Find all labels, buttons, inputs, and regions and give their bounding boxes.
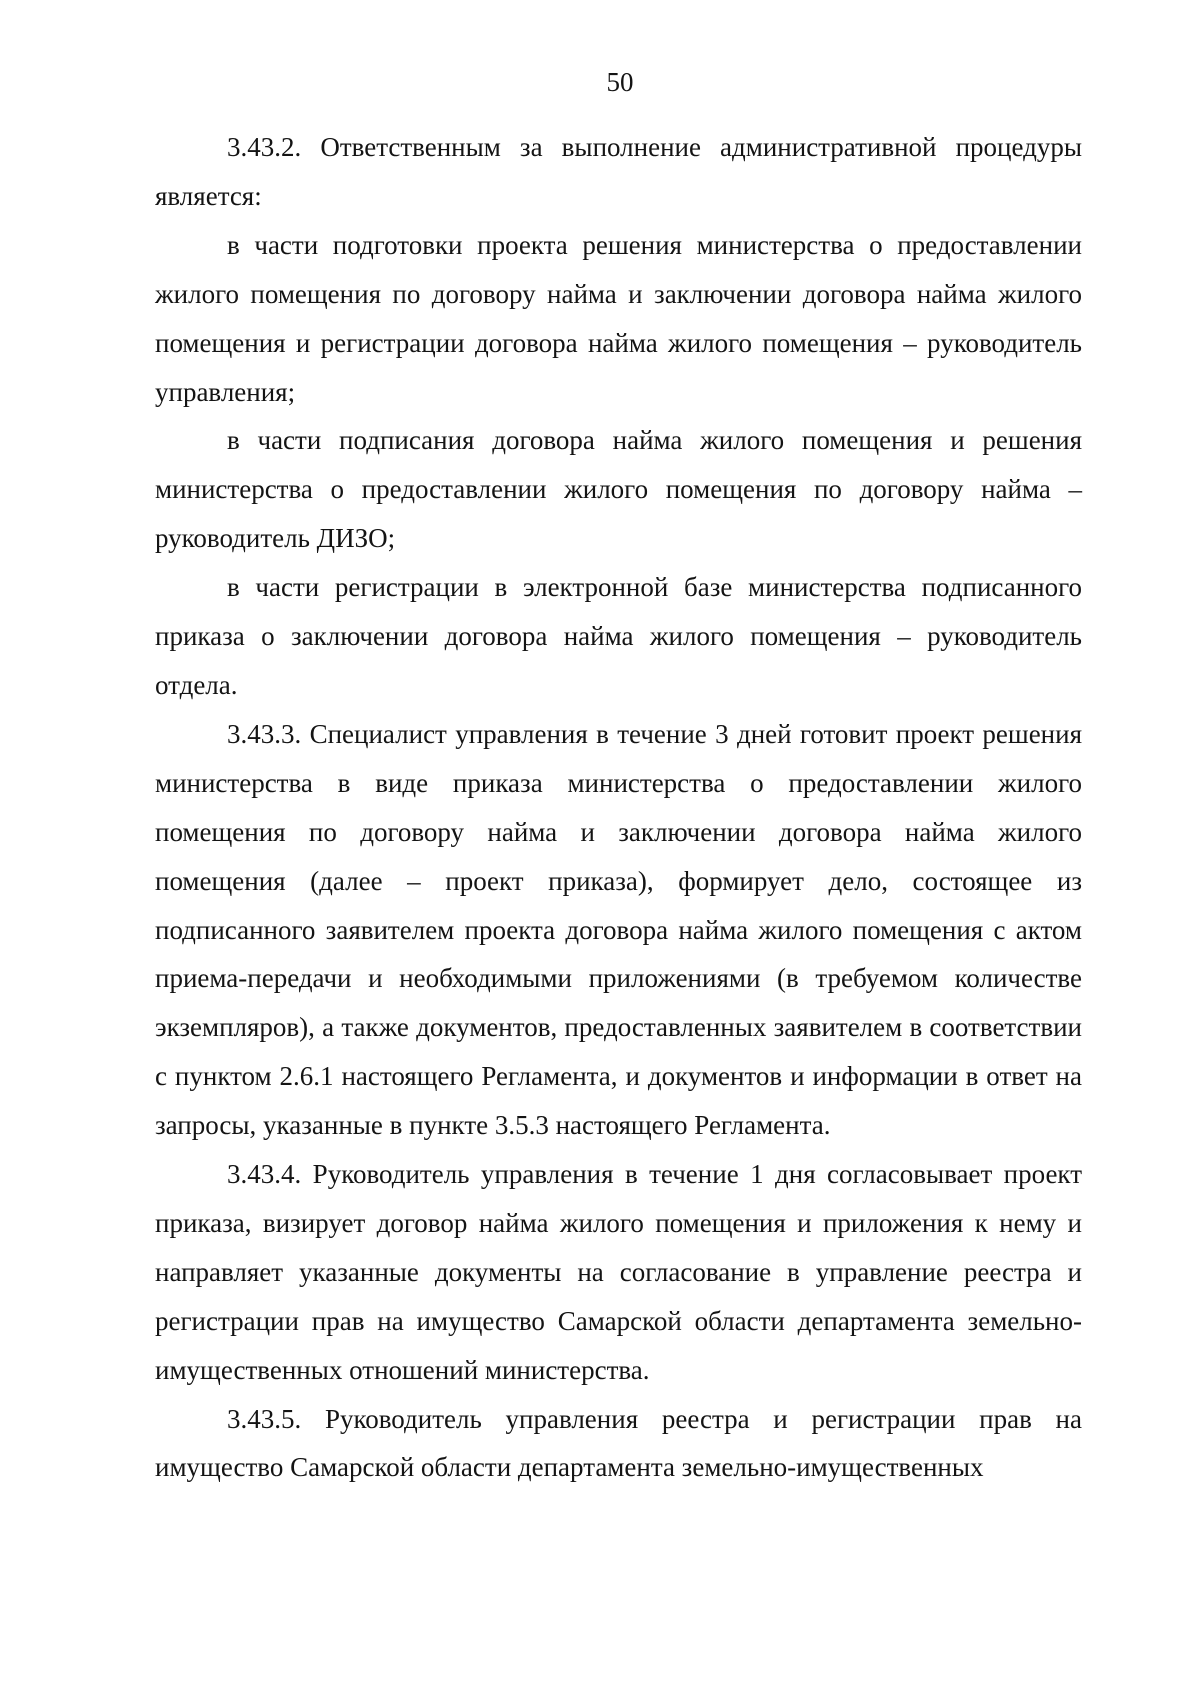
paragraph-3-43-5: 3.43.5. Руководитель управления реестра и регистрации прав на имущество Самарской области департамента земельно-имущественных — [155, 1403, 1082, 1483]
paragraph-responsible-preparation: в части подготовки проекта решения министерства о предоставлении жилого помещения по договору найма и заключении договора найма жилого помещения и регистрации договора найма жилого помещения – руководитель управления; — [155, 229, 1082, 407]
paragraph-responsible-registration: в части регистрации в электронной базе министерства подписанного приказа о заключении договора найма жилого помещения – руководитель отдела. — [155, 572, 1082, 700]
paragraph-3-43-3: 3.43.3. Специалист управления в течение 3 дней готовит проект решения министерства в виде приказа министерства о предоставлении жилого помещения по договору найма и заключении договора найма жилого помещения (далее – проект приказа), формирует дело, состоящее из подписанного заявителем проекта договора найма жилого помещения с актом приема-передачи и необходимыми приложениями (в требуемом количестве экземпляров), а также документов, предоставленных заявителем в соответствии с пунктом 2.6.1 настоящего Регламента, и документов и информации в ответ на запросы, указанные в пункте 3.5.3 настоящего Регламента. — [155, 718, 1082, 1141]
page-number: 50 — [606, 67, 634, 97]
paragraph-responsible-signing: в части подписания договора найма жилого помещения и решения министерства о предоставлении жилого помещения по договору найма – руководитель ДИЗО; — [155, 425, 1082, 554]
paragraph-3-43-4: 3.43.4. Руководитель управления в течение 1 дня согласовывает проект приказа, визирует договор найма жилого помещения и приложения к нему и направляет указанные документы на согласование в управление реестра и регистрации прав на имущество Самарской области департамента земельно-имущественных отношений министерства. — [155, 1159, 1082, 1385]
document-body — [155, 123, 1082, 1492]
paragraph-3-43-2: 3.43.2. Ответственным за выполнение административной процедуры является: — [155, 132, 1082, 211]
